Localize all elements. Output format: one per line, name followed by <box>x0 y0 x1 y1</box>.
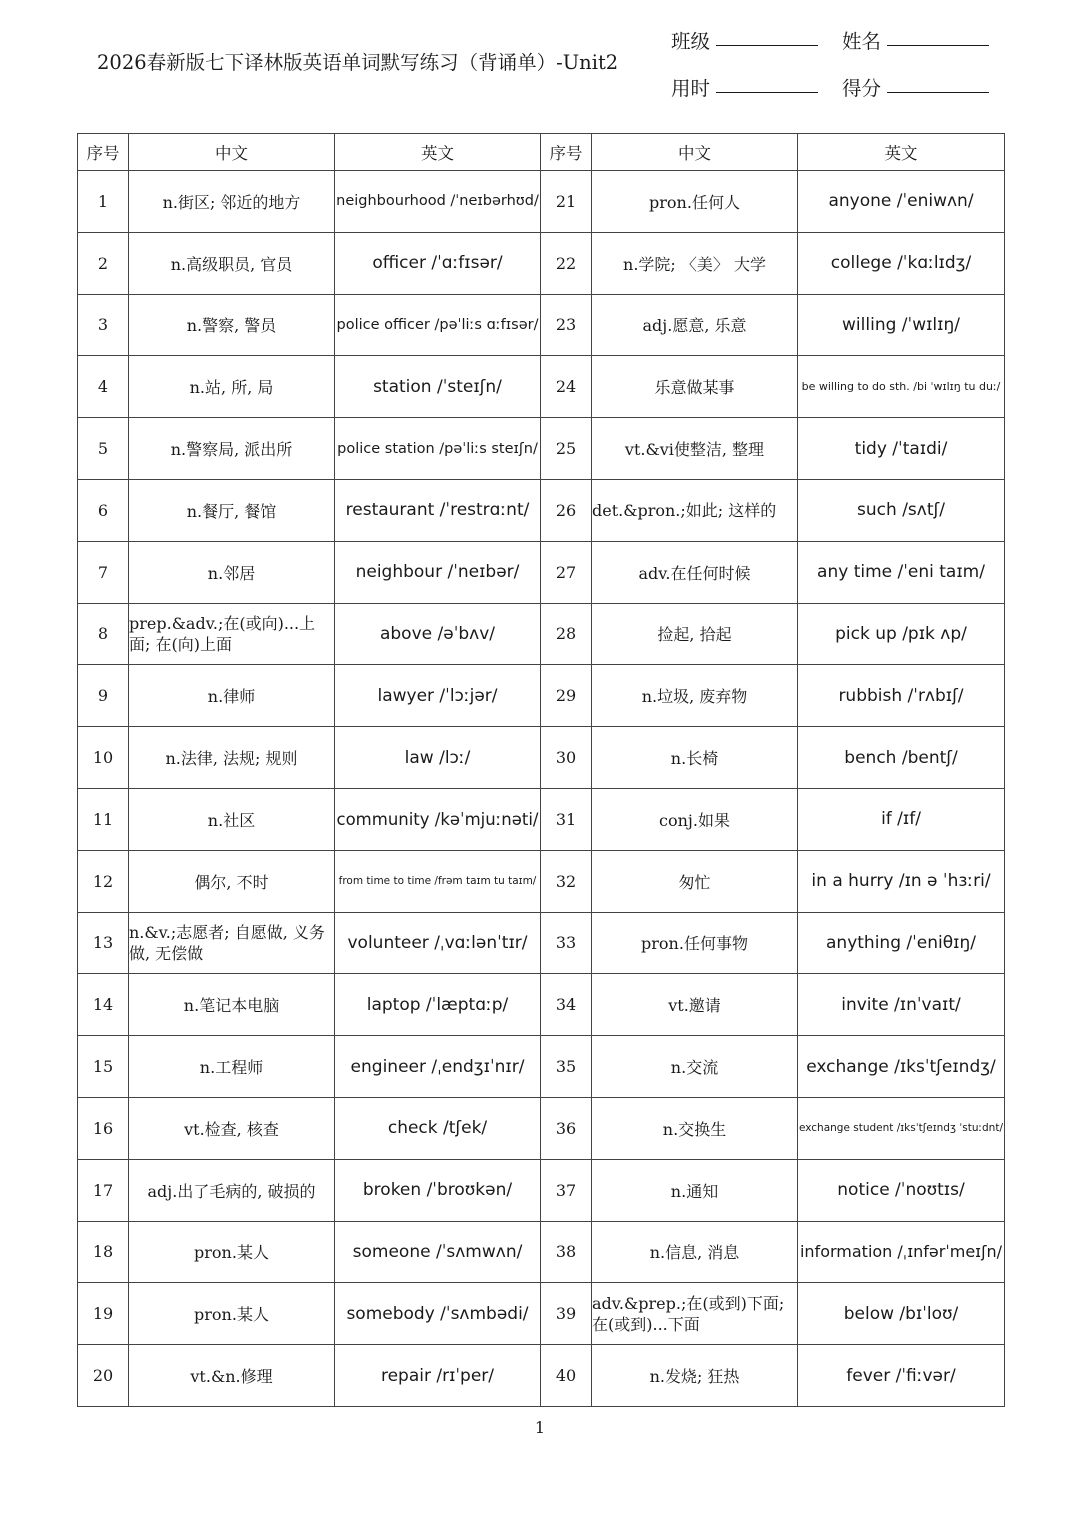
chinese-meaning-right: n.交换生 <box>592 1097 798 1159</box>
row-index-right: 22 <box>541 232 592 294</box>
name-label: 姓名 <box>842 30 882 53</box>
chinese-meaning-left: n.餐厅, 餐馆 <box>129 479 335 541</box>
row-index-left: 15 <box>78 1036 129 1098</box>
row-index-right: 27 <box>541 541 592 603</box>
chinese-meaning-right: n.通知 <box>592 1159 798 1221</box>
chinese-meaning-left: n.法律, 法规; 规则 <box>129 727 335 789</box>
chinese-meaning-left: 偶尔, 不时 <box>129 850 335 912</box>
chinese-meaning-right: conj.如果 <box>592 788 798 850</box>
row-index-right: 36 <box>541 1097 592 1159</box>
chinese-meaning-left: n.警察, 警员 <box>129 294 335 356</box>
table-row <box>78 1036 1005 1098</box>
row-index-right: 37 <box>541 1159 592 1221</box>
row-index-right: 24 <box>541 356 592 418</box>
english-word-right: below /bɪˈloʊ/ <box>798 1283 1005 1345</box>
chinese-meaning-right: adj.愿意, 乐意 <box>592 294 798 356</box>
row-index-left: 7 <box>78 541 129 603</box>
time-label: 用时 <box>671 77 711 100</box>
row-index-right: 32 <box>541 850 592 912</box>
table-row <box>78 294 1005 356</box>
table-row <box>78 232 1005 294</box>
chinese-meaning-left: adj.出了毛病的, 破损的 <box>129 1159 335 1221</box>
row-index-left: 16 <box>78 1097 129 1159</box>
chinese-meaning-right: n.垃圾, 废弃物 <box>592 665 798 727</box>
table-row <box>78 171 1005 233</box>
page-number: 1 <box>534 1418 546 1437</box>
chinese-meaning-left: n.笔记本电脑 <box>129 974 335 1036</box>
table-row <box>78 727 1005 789</box>
row-index-left: 10 <box>78 727 129 789</box>
row-index-left: 8 <box>78 603 129 665</box>
chinese-meaning-left: vt.检查, 核查 <box>129 1097 335 1159</box>
chinese-meaning-left: n.社区 <box>129 788 335 850</box>
row-index-right: 31 <box>541 788 592 850</box>
row-index-left: 11 <box>78 788 129 850</box>
english-word-left: check /tʃek/ <box>335 1097 541 1159</box>
chinese-meaning-right: 捡起, 拾起 <box>592 603 798 665</box>
chinese-meaning-left: prep.&adv.;在(或向)...上面; 在(向)上面 <box>129 603 335 665</box>
table-row <box>78 418 1005 480</box>
table-row <box>78 1345 1005 1407</box>
row-index-right: 25 <box>541 418 592 480</box>
english-word-right: information /ˌɪnfərˈmeɪʃn/ <box>798 1221 1005 1283</box>
english-word-left: police officer /pəˈliːs ɑːfɪsər/ <box>335 294 541 356</box>
row-index-right: 39 <box>541 1283 592 1345</box>
row-index-left: 9 <box>78 665 129 727</box>
chinese-meaning-left: n.街区; 邻近的地方 <box>129 171 335 233</box>
english-word-right: such /sʌtʃ/ <box>798 479 1005 541</box>
row-index-right: 35 <box>541 1036 592 1098</box>
chinese-meaning-left: n.站, 所, 局 <box>129 356 335 418</box>
table-row <box>78 603 1005 665</box>
chinese-meaning-left: n.工程师 <box>129 1036 335 1098</box>
row-index-right: 29 <box>541 665 592 727</box>
english-word-right: in a hurry /ɪn ə ˈhɜːri/ <box>798 850 1005 912</box>
document-title: 2026春新版七下译林版英语单词默写练习（背诵单）-Unit2 <box>97 51 619 74</box>
english-word-left: neighbour /ˈneɪbər/ <box>335 541 541 603</box>
chinese-meaning-right: n.长椅 <box>592 727 798 789</box>
english-word-left: police station /pəˈliːs steɪʃn/ <box>335 418 541 480</box>
name-field-line[interactable] <box>887 45 989 46</box>
row-index-left: 1 <box>78 171 129 233</box>
chinese-meaning-right: n.信息, 消息 <box>592 1221 798 1283</box>
english-word-left: somebody /ˈsʌmbədi/ <box>335 1283 541 1345</box>
english-word-right: fever /ˈfiːvər/ <box>798 1345 1005 1407</box>
english-word-right: exchange /ɪksˈtʃeɪndʒ/ <box>798 1036 1005 1098</box>
row-index-left: 13 <box>78 912 129 974</box>
english-word-left: someone /ˈsʌmwʌn/ <box>335 1221 541 1283</box>
row-index-left: 18 <box>78 1221 129 1283</box>
english-word-right: willing /ˈwɪlɪŋ/ <box>798 294 1005 356</box>
english-word-left: above /əˈbʌv/ <box>335 603 541 665</box>
chinese-meaning-left: n.&v.;志愿者; 自愿做, 义务做, 无偿做 <box>129 912 335 974</box>
table-row <box>78 912 1005 974</box>
time-field-line[interactable] <box>716 92 818 93</box>
chinese-meaning-left: n.高级职员, 官员 <box>129 232 335 294</box>
english-word-left: broken /ˈbroʊkən/ <box>335 1159 541 1221</box>
chinese-meaning-right: det.&pron.;如此; 这样的 <box>592 479 798 541</box>
table-row <box>78 1283 1005 1345</box>
chinese-meaning-right: adv.&prep.;在(或到)下面; 在(或到)...下面 <box>592 1283 798 1345</box>
table-row <box>78 1159 1005 1221</box>
english-word-right: invite /ɪnˈvaɪt/ <box>798 974 1005 1036</box>
table-row <box>78 788 1005 850</box>
chinese-meaning-right: adv.在任何时候 <box>592 541 798 603</box>
table-row <box>78 1221 1005 1283</box>
english-word-right: be willing to do sth. /bi ˈwɪlɪŋ tu duː/ <box>798 356 1005 418</box>
chinese-meaning-right: n.学院; 〈美〉 大学 <box>592 232 798 294</box>
row-index-right: 26 <box>541 479 592 541</box>
class-label: 班级 <box>671 30 711 53</box>
column-header-index-left: 序号 <box>78 134 129 171</box>
column-header-english-right: 英文 <box>798 134 1005 171</box>
column-header-chinese-right: 中文 <box>592 134 798 171</box>
row-index-right: 28 <box>541 603 592 665</box>
vocabulary-table <box>77 133 1005 1407</box>
english-word-left: station /ˈsteɪʃn/ <box>335 356 541 418</box>
column-header-english-left: 英文 <box>335 134 541 171</box>
english-word-left: law /lɔː/ <box>335 727 541 789</box>
english-word-left: engineer /ˌendʒɪˈnɪr/ <box>335 1036 541 1098</box>
chinese-meaning-right: n.发烧; 狂热 <box>592 1345 798 1407</box>
english-word-right: bench /bentʃ/ <box>798 727 1005 789</box>
table-row <box>78 541 1005 603</box>
table-row <box>78 974 1005 1036</box>
table-row <box>78 665 1005 727</box>
english-word-right: notice /ˈnoʊtɪs/ <box>798 1159 1005 1221</box>
english-word-right: if /ɪf/ <box>798 788 1005 850</box>
row-index-left: 5 <box>78 418 129 480</box>
chinese-meaning-left: n.邻居 <box>129 541 335 603</box>
chinese-meaning-left: vt.&n.修理 <box>129 1345 335 1407</box>
chinese-meaning-right: 匆忙 <box>592 850 798 912</box>
score-field-line[interactable] <box>887 92 989 93</box>
english-word-left: officer /ˈɑːfɪsər/ <box>335 232 541 294</box>
chinese-meaning-right: vt.&vi使整洁, 整理 <box>592 418 798 480</box>
row-index-left: 20 <box>78 1345 129 1407</box>
score-label: 得分 <box>842 77 882 100</box>
row-index-left: 19 <box>78 1283 129 1345</box>
table-row <box>78 479 1005 541</box>
column-header-chinese-left: 中文 <box>129 134 335 171</box>
english-word-left: lawyer /ˈlɔːjər/ <box>335 665 541 727</box>
row-index-left: 14 <box>78 974 129 1036</box>
table-row <box>78 850 1005 912</box>
chinese-meaning-left: pron.某人 <box>129 1221 335 1283</box>
chinese-meaning-left: n.律师 <box>129 665 335 727</box>
row-index-right: 40 <box>541 1345 592 1407</box>
row-index-right: 23 <box>541 294 592 356</box>
column-header-index-right: 序号 <box>541 134 592 171</box>
english-word-left: repair /rɪˈper/ <box>335 1345 541 1407</box>
english-word-right: exchange student /ɪksˈtʃeɪndʒ ˈstuːdnt/ <box>798 1097 1005 1159</box>
row-index-right: 34 <box>541 974 592 1036</box>
row-index-right: 21 <box>541 171 592 233</box>
chinese-meaning-right: pron.任何事物 <box>592 912 798 974</box>
row-index-left: 17 <box>78 1159 129 1221</box>
table-row <box>78 356 1005 418</box>
table-row <box>78 1097 1005 1159</box>
chinese-meaning-right: vt.邀请 <box>592 974 798 1036</box>
row-index-right: 38 <box>541 1221 592 1283</box>
chinese-meaning-right: n.交流 <box>592 1036 798 1098</box>
row-index-right: 33 <box>541 912 592 974</box>
chinese-meaning-left: n.警察局, 派出所 <box>129 418 335 480</box>
english-word-left: volunteer /ˌvɑːlənˈtɪr/ <box>335 912 541 974</box>
row-index-left: 2 <box>78 232 129 294</box>
english-word-left: restaurant /ˈrestrɑːnt/ <box>335 479 541 541</box>
english-word-right: pick up /pɪk ʌp/ <box>798 603 1005 665</box>
english-word-right: rubbish /ˈrʌbɪʃ/ <box>798 665 1005 727</box>
english-word-right: any time /ˈeni taɪm/ <box>798 541 1005 603</box>
class-field-line[interactable] <box>716 45 818 46</box>
english-word-right: anything /ˈeniθɪŋ/ <box>798 912 1005 974</box>
row-index-left: 4 <box>78 356 129 418</box>
row-index-left: 6 <box>78 479 129 541</box>
english-word-left: laptop /ˈlæptɑːp/ <box>335 974 541 1036</box>
chinese-meaning-right: 乐意做某事 <box>592 356 798 418</box>
english-word-right: college /ˈkɑːlɪdʒ/ <box>798 232 1005 294</box>
chinese-meaning-left: pron.某人 <box>129 1283 335 1345</box>
english-word-left: neighbourhood /ˈneɪbərhʊd/ <box>335 171 541 233</box>
chinese-meaning-right: pron.任何人 <box>592 171 798 233</box>
english-word-left: community /kəˈmjuːnəti/ <box>335 788 541 850</box>
row-index-right: 30 <box>541 727 592 789</box>
english-word-right: anyone /ˈeniwʌn/ <box>798 171 1005 233</box>
table-header-row <box>78 134 1005 171</box>
row-index-left: 3 <box>78 294 129 356</box>
english-word-right: tidy /ˈtaɪdi/ <box>798 418 1005 480</box>
english-word-left: from time to time /frəm taɪm tu taɪm/ <box>335 850 541 912</box>
row-index-left: 12 <box>78 850 129 912</box>
